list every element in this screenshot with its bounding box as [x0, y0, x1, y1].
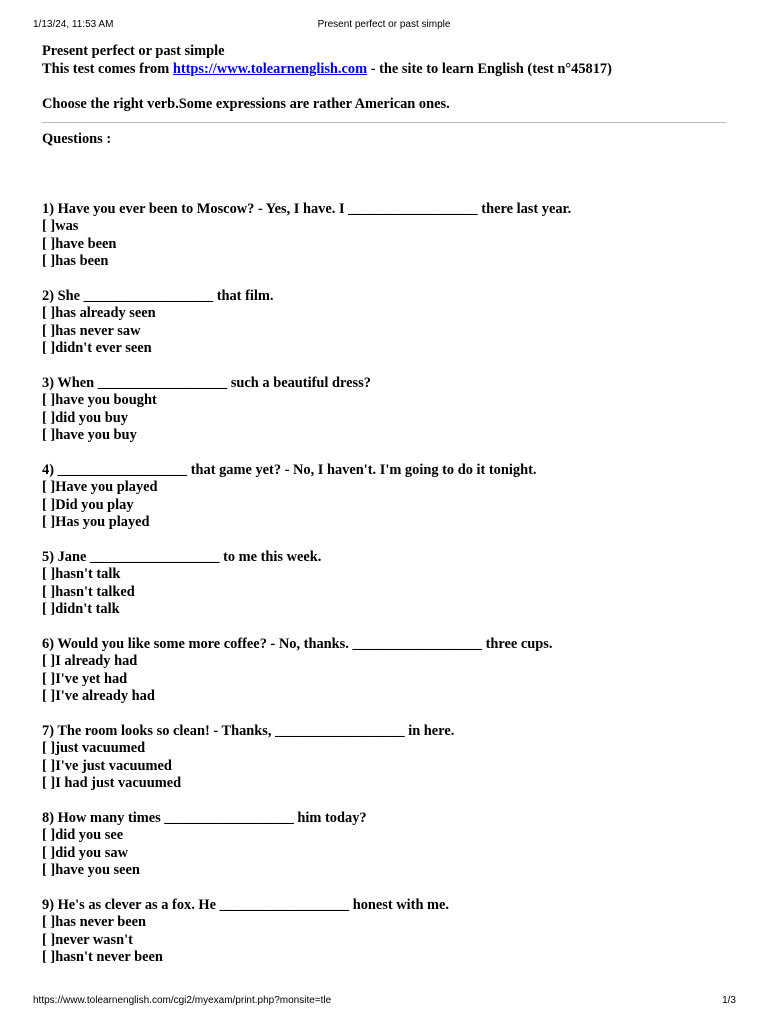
answer-option[interactable] [42, 914, 726, 932]
option-label: didn't talk [55, 601, 120, 617]
question-block [42, 462, 726, 532]
option-checkbox[interactable]: [ ] [42, 688, 56, 704]
option-checkbox[interactable]: [ ] [42, 427, 56, 443]
source-line [42, 61, 726, 79]
instructions: Choose the right verb.Some expressions are rather American ones. [42, 95, 450, 112]
answer-option[interactable] [42, 688, 726, 706]
question-text: 1) Have you ever been to Moscow? - Yes, I have. I __________________ there last year. [42, 200, 572, 217]
answer-option[interactable] [42, 671, 726, 689]
source-link[interactable]: https://www.tolearnenglish.com [172, 60, 368, 77]
answer-option[interactable] [42, 427, 726, 445]
option-label: I've just vacuumed [55, 757, 172, 774]
source-prefix: This test comes from [42, 60, 173, 77]
option-label: have been [55, 235, 117, 252]
answer-option[interactable] [42, 740, 726, 758]
option-checkbox[interactable]: [ ] [42, 305, 56, 321]
option-label: have you bought [55, 392, 157, 408]
answer-option[interactable] [42, 218, 726, 236]
question-block [42, 375, 726, 445]
question-block [42, 288, 726, 358]
option-checkbox[interactable]: [ ] [42, 931, 56, 948]
question-block [42, 723, 726, 793]
answer-option[interactable] [42, 775, 726, 793]
source-suffix: - the site to learn English (test n°45817) [367, 60, 612, 77]
option-label: hasn't never been [55, 949, 163, 965]
answer-option[interactable] [42, 497, 726, 515]
option-checkbox[interactable]: [ ] [42, 392, 56, 408]
option-label: has been [55, 253, 109, 269]
document-title: Present perfect or past simple [42, 43, 225, 59]
option-checkbox[interactable]: [ ] [42, 340, 56, 356]
print-page-number: 1/3 [722, 995, 736, 1006]
option-checkbox[interactable]: [ ] [42, 914, 56, 930]
option-checkbox[interactable]: [ ] [42, 775, 56, 791]
question-text: 8) How many times __________________ him today? [42, 809, 367, 826]
answer-option[interactable] [42, 514, 726, 532]
answer-option[interactable] [42, 305, 726, 323]
option-checkbox[interactable]: [ ] [42, 583, 56, 600]
print-datetime: 1/13/24, 11:53 AM [33, 19, 114, 30]
option-label: hasn't talk [55, 566, 121, 582]
question-text: 9) He's as clever as a fox. He __________________ honest with me. [42, 896, 450, 913]
print-footer [0, 995, 768, 1009]
answer-option[interactable] [42, 827, 726, 845]
option-checkbox[interactable]: [ ] [42, 566, 56, 582]
option-checkbox[interactable]: [ ] [42, 949, 56, 965]
option-checkbox[interactable]: [ ] [42, 601, 56, 617]
question-block [42, 897, 726, 967]
answer-option[interactable] [42, 601, 726, 619]
option-label: Did you play [55, 496, 134, 513]
option-checkbox[interactable]: [ ] [42, 827, 56, 843]
divider [42, 122, 726, 123]
spacer [42, 78, 726, 96]
option-label: I've already had [55, 688, 155, 704]
option-checkbox[interactable]: [ ] [42, 496, 56, 513]
answer-option[interactable] [42, 845, 726, 863]
option-label: I already had [55, 653, 138, 669]
option-label: I had just vacuumed [55, 775, 182, 791]
option-checkbox[interactable]: [ ] [42, 235, 56, 252]
question-list [42, 201, 726, 967]
option-label: Have you played [55, 479, 158, 495]
answer-option[interactable] [42, 392, 726, 410]
option-label: did you saw [55, 844, 128, 861]
option-label: didn't ever seen [55, 340, 152, 356]
option-label: has never been [55, 914, 147, 930]
option-label: did you buy [55, 409, 128, 426]
answer-option[interactable] [42, 862, 726, 880]
option-label: has never saw [55, 322, 141, 339]
answer-option[interactable] [42, 949, 726, 967]
print-url: https://www.tolearnenglish.com/cgi2/myexam/print.php?monsite=tle [33, 995, 332, 1006]
question-text: 3) When __________________ such a beautiful dress? [42, 374, 371, 391]
answer-option[interactable] [42, 323, 726, 341]
option-checkbox[interactable]: [ ] [42, 740, 56, 756]
answer-option[interactable] [42, 566, 726, 584]
answer-option[interactable] [42, 758, 726, 776]
question-text: 5) Jane __________________ to me this week. [42, 548, 322, 565]
option-checkbox[interactable]: [ ] [42, 479, 56, 495]
option-label: never wasn't [55, 931, 133, 948]
print-header [0, 19, 768, 33]
option-label: just vacuumed [55, 740, 146, 756]
option-label: Has you played [55, 514, 150, 530]
option-label: have you seen [55, 862, 140, 878]
question-text: 6) Would you like some more coffee? - No, thanks. __________________ three cups. [42, 635, 553, 652]
questions-heading: Questions : [42, 131, 112, 147]
option-checkbox[interactable]: [ ] [42, 218, 56, 234]
option-checkbox[interactable]: [ ] [42, 514, 56, 530]
option-checkbox[interactable]: [ ] [42, 670, 56, 687]
print-page-title: Present perfect or past simple [317, 19, 451, 30]
option-checkbox[interactable]: [ ] [42, 409, 56, 426]
answer-option[interactable] [42, 932, 726, 950]
option-label: hasn't talked [55, 583, 135, 600]
answer-option[interactable] [42, 340, 726, 358]
question-text: 2) She __________________ that film. [42, 287, 274, 304]
option-checkbox[interactable]: [ ] [42, 844, 56, 861]
answer-option[interactable] [42, 236, 726, 254]
question-text: 7) The room looks so clean! - Thanks, __________________ in here. [42, 722, 455, 739]
answer-option[interactable] [42, 584, 726, 602]
question-block [42, 201, 726, 271]
option-checkbox[interactable]: [ ] [42, 653, 56, 669]
option-label: did you see [55, 827, 124, 843]
option-label: was [55, 218, 79, 234]
answer-option[interactable] [42, 479, 726, 497]
question-block [42, 636, 726, 706]
answer-option[interactable] [42, 253, 726, 271]
question-block [42, 810, 726, 880]
option-checkbox[interactable]: [ ] [42, 322, 56, 339]
answer-option[interactable] [42, 653, 726, 671]
option-label: have you buy [55, 427, 137, 443]
option-label: has already seen [55, 305, 156, 321]
option-checkbox[interactable]: [ ] [42, 757, 56, 774]
question-text: 4) __________________ that game yet? - No, I haven't. I'm going to do it tonight. [42, 461, 537, 478]
question-block [42, 549, 726, 619]
option-checkbox[interactable]: [ ] [42, 253, 56, 269]
option-label: I've yet had [55, 670, 128, 687]
document-body [42, 43, 726, 984]
answer-option[interactable] [42, 410, 726, 428]
option-checkbox[interactable]: [ ] [42, 862, 56, 878]
